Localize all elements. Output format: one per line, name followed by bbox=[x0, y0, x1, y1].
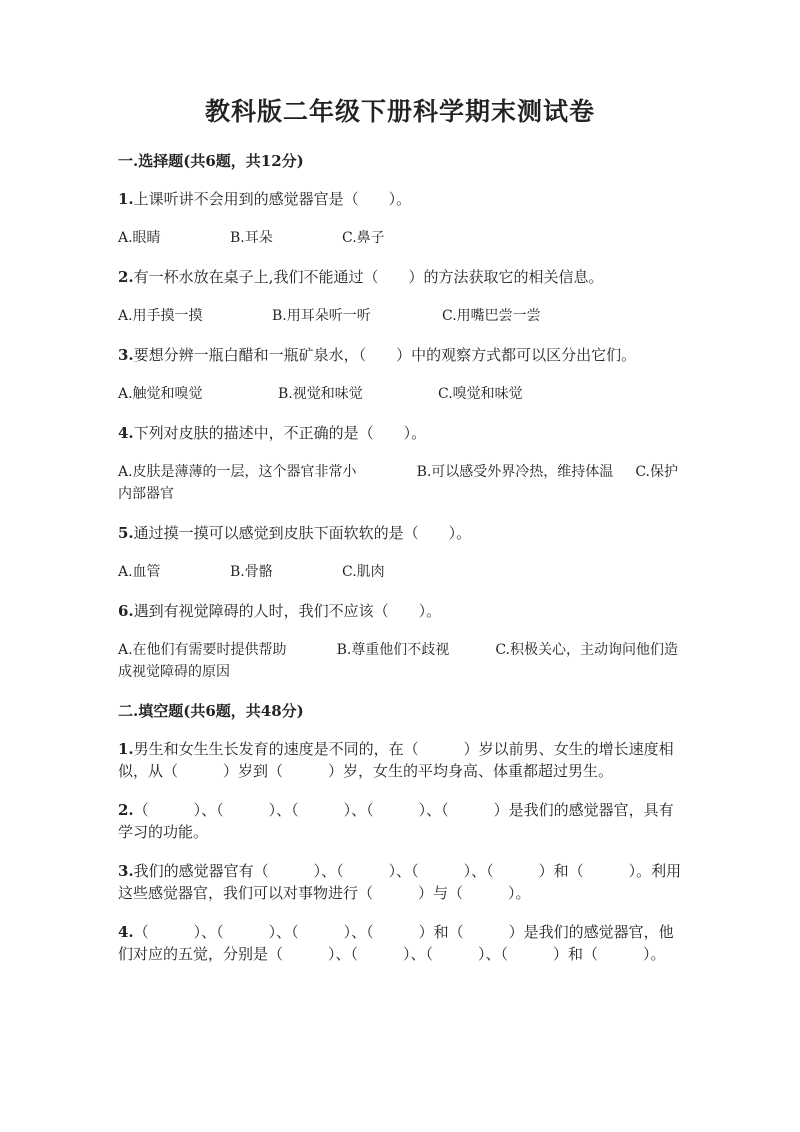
question-number: 3. bbox=[118, 862, 134, 880]
option-c: C.嗅觉和味觉 bbox=[438, 386, 523, 402]
option-b: B.耳朵 bbox=[230, 230, 273, 246]
option-a: A.皮肤是薄薄的一层，这个器官非常小 bbox=[118, 464, 357, 480]
option-c: C.积极关心，主动询问他们造成视觉障碍的原因 bbox=[118, 642, 678, 680]
option-b: B.骨骼 bbox=[230, 564, 273, 580]
question-number: 3. bbox=[118, 346, 134, 364]
question-text: 遇到有视觉障碍的人时，我们不应该（ ）。 bbox=[133, 602, 442, 620]
question-text: 有一杯水放在桌子上,我们不能通过（ ）的方法获取它的相关信息。 bbox=[133, 268, 604, 286]
exam-title: 教科版二年级下册科学期末测试卷 bbox=[204, 97, 595, 126]
choice-question-1 bbox=[118, 188, 682, 210]
option-a: A.触觉和嗅觉 bbox=[118, 386, 203, 402]
option-b: B.尊重他们不歧视 bbox=[336, 642, 450, 658]
choice-options-6 bbox=[118, 639, 682, 683]
question-number: 2. bbox=[118, 801, 134, 819]
option-c: C.用嘴巴尝一尝 bbox=[442, 308, 541, 324]
section-heading-choice: 一.选择题(共6题，共12分) bbox=[118, 152, 304, 170]
fill-question-1 bbox=[118, 738, 682, 782]
question-number: 6. bbox=[118, 602, 134, 620]
choice-question-4 bbox=[118, 422, 682, 444]
fill-question-4 bbox=[118, 921, 682, 965]
question-text: （ ）、（ ）、（ ）、（ ）、（ ）是我们的感觉器官，具有学习的功能。 bbox=[118, 801, 674, 841]
fill-question-3 bbox=[118, 860, 682, 904]
choice-question-3 bbox=[118, 344, 682, 366]
choice-question-5 bbox=[118, 522, 682, 544]
choice-options-1 bbox=[118, 227, 682, 249]
question-number: 1. bbox=[118, 740, 134, 758]
option-a: A.用手摸一摸 bbox=[118, 308, 203, 324]
question-text: 上课听讲不会用到的感觉器官是（ ）。 bbox=[133, 190, 412, 208]
option-a: A.血管 bbox=[118, 564, 161, 580]
question-number: 4. bbox=[118, 424, 134, 442]
choice-options-5 bbox=[118, 561, 682, 583]
question-number: 5. bbox=[118, 524, 134, 542]
option-a: A.眼睛 bbox=[118, 230, 161, 246]
question-number: 2. bbox=[118, 268, 134, 286]
choice-options-4 bbox=[118, 461, 682, 505]
question-text: （ ）、（ ）、（ ）、（ ）和（ ）是我们的感觉器官，他们对应的五觉，分别是（ ）、（ ）、（ ）、（ ）和（ ）。 bbox=[118, 923, 674, 963]
option-c: C.保护内部器官 bbox=[118, 464, 678, 502]
question-text: 要想分辨一瓶白醋和一瓶矿泉水，（ ）中的观察方式都可以区分出它们。 bbox=[133, 346, 637, 364]
question-number: 4. bbox=[118, 923, 134, 941]
question-text: 通过摸一摸可以感觉到皮肤下面软软的是（ ）。 bbox=[133, 524, 472, 542]
choice-options-3 bbox=[118, 383, 682, 405]
question-text: 我们的感觉器官有（ ）、（ ）、（ ）、（ ）和（ ）。利用这些感觉器官，我们可以对事物进行（ ）与（ ）。 bbox=[118, 862, 682, 902]
choice-options-2 bbox=[118, 305, 682, 327]
question-text: 下列对皮肤的描述中，不正确的是（ ）。 bbox=[133, 424, 427, 442]
option-b: B.可以感受外界冷热，维持体温 bbox=[416, 464, 614, 480]
option-c: C.鼻子 bbox=[342, 230, 385, 246]
section-heading-fill: 二.填空题(共6题，共48分) bbox=[118, 702, 304, 720]
option-a: A.在他们有需要时提供帮助 bbox=[118, 642, 287, 658]
option-b: B.视觉和味觉 bbox=[278, 386, 363, 402]
question-number: 1. bbox=[118, 190, 134, 208]
option-c: C.肌肉 bbox=[342, 564, 385, 580]
fill-question-2 bbox=[118, 799, 682, 843]
question-text: 男生和女生生长发育的速度是不同的，在（ ）岁以前男、女生的增长速度相似，从（ ）岁到（ ）岁，女生的平均身高、体重都超过男生。 bbox=[118, 740, 674, 780]
option-b: B.用耳朵听一听 bbox=[272, 308, 371, 324]
choice-question-6 bbox=[118, 600, 682, 622]
choice-question-2 bbox=[118, 266, 682, 288]
